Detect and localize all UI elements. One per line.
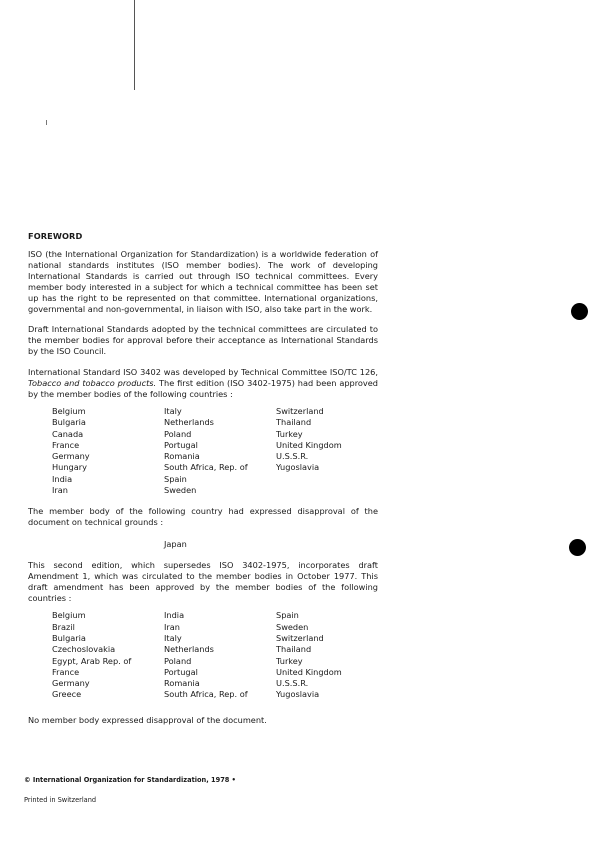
committee-title: Tobacco and tobacco products. — [28, 378, 157, 388]
country-name: Romania — [164, 678, 200, 689]
iso-3402-text-b: The first edition (ISO 3402-1975) had been approved by the member bodies of the following countries : — [28, 378, 379, 399]
country-name: United Kingdom — [276, 666, 342, 677]
country-name: South Africa, Rep. of — [164, 689, 248, 700]
country-name: France — [52, 666, 80, 677]
foreword-section — [28, 231, 378, 726]
scan-mark — [46, 120, 47, 125]
country-name: Portugal — [164, 439, 198, 450]
foreword-heading: FOREWORD — [28, 231, 83, 241]
printed-notice: Printed in Switzerland — [24, 796, 97, 804]
country-name: Italy — [164, 632, 182, 643]
country-name: Canada — [52, 428, 84, 439]
country-name: India — [52, 473, 73, 484]
country-name: France — [52, 439, 80, 450]
country-column — [164, 610, 276, 700]
country-name: Belgium — [52, 610, 86, 621]
paragraph-iso-3402 — [28, 367, 378, 400]
country-name: Bulgaria — [52, 632, 86, 643]
country-name: Turkey — [276, 655, 303, 666]
country-name: Netherlands — [164, 644, 214, 655]
second-edition-country-list — [52, 610, 378, 700]
country-name: Iran — [164, 621, 180, 632]
country-name: Egypt, Arab Rep. of — [52, 655, 132, 666]
country-name: Bulgaria — [52, 417, 86, 428]
country-column — [52, 610, 164, 700]
country-name: Yugoslavia — [276, 689, 320, 700]
paragraph-second-edition: This second edition, which supersedes ISO 3402-1975, incorporates draft Amendment 1, which was circulated to the member bodies in October 1977. This draft amendment has been approved by the member bodies of the following countries : — [28, 560, 378, 604]
paragraph-iso-intro: ISO (the International Organization for Standardization) is a worldwide federation of national standards institutes (ISO member bodies). The work of developing International Standards is carried out through ISO technical committees. Every member body interested in a subject for which a technical committee has been set up has the right to be represented on that committee. International organizations, governmental and non-governmental, in liaison with ISO, also take part in the work. — [28, 249, 378, 314]
country-name: Thailand — [276, 644, 312, 655]
country-name: Switzerland — [276, 406, 324, 416]
country-name: U.S.S.R. — [276, 678, 309, 689]
country-column — [276, 610, 376, 700]
country-name: Iran — [52, 485, 68, 496]
country-column — [52, 406, 164, 496]
country-name: Brazil — [52, 621, 75, 632]
country-name: Sweden — [276, 621, 309, 632]
country-name: United Kingdom — [276, 439, 342, 450]
country-name: Greece — [52, 689, 82, 700]
country-name: Turkey — [276, 428, 303, 439]
country-name: South Africa, Rep. of — [164, 462, 248, 473]
country-name: Italy — [164, 406, 182, 416]
country-name: Spain — [276, 610, 299, 621]
paragraph-disapproval: The member body of the following country had expressed disapproval of the document on technical grounds : — [28, 506, 378, 528]
country-name: Belgium — [52, 406, 86, 416]
punch-hole-top — [571, 303, 588, 320]
country-name: Thailand — [276, 417, 312, 428]
country-name: Germany — [52, 451, 90, 462]
paragraph-no-disapproval: No member body expressed disapproval of the document. — [28, 714, 267, 725]
country-name: Germany — [52, 678, 90, 689]
country-column — [276, 406, 376, 496]
country-name: Netherlands — [164, 417, 214, 428]
scan-margin-line — [134, 0, 135, 90]
country-name: U.S.S.R. — [276, 451, 309, 462]
punch-hole-bottom — [569, 539, 586, 556]
country-name: Poland — [164, 428, 192, 439]
country-name: Czechoslovakia — [52, 644, 116, 655]
disapproving-country: Japan — [164, 539, 187, 550]
country-name: Portugal — [164, 666, 198, 677]
copyright-notice: © International Organization for Standardization, 1978 • — [24, 776, 236, 784]
iso-3402-text-a: International Standard ISO 3402 was developed by Technical Committee ISO/TC 126, — [28, 367, 378, 377]
country-name: India — [164, 610, 185, 621]
country-name: Switzerland — [276, 632, 324, 643]
first-edition-country-list — [52, 406, 378, 496]
country-name: Hungary — [52, 462, 87, 473]
country-name: Yugoslavia — [276, 462, 320, 473]
country-name: Romania — [164, 451, 200, 462]
country-column — [164, 406, 276, 496]
country-name: Spain — [164, 473, 187, 484]
paragraph-draft-standards: Draft International Standards adopted by the technical committees are circulated to the member bodies for approval before their acceptance as International Standards by the ISO Council. — [28, 324, 378, 356]
country-name: Sweden — [164, 485, 197, 496]
country-name: Poland — [164, 655, 192, 666]
